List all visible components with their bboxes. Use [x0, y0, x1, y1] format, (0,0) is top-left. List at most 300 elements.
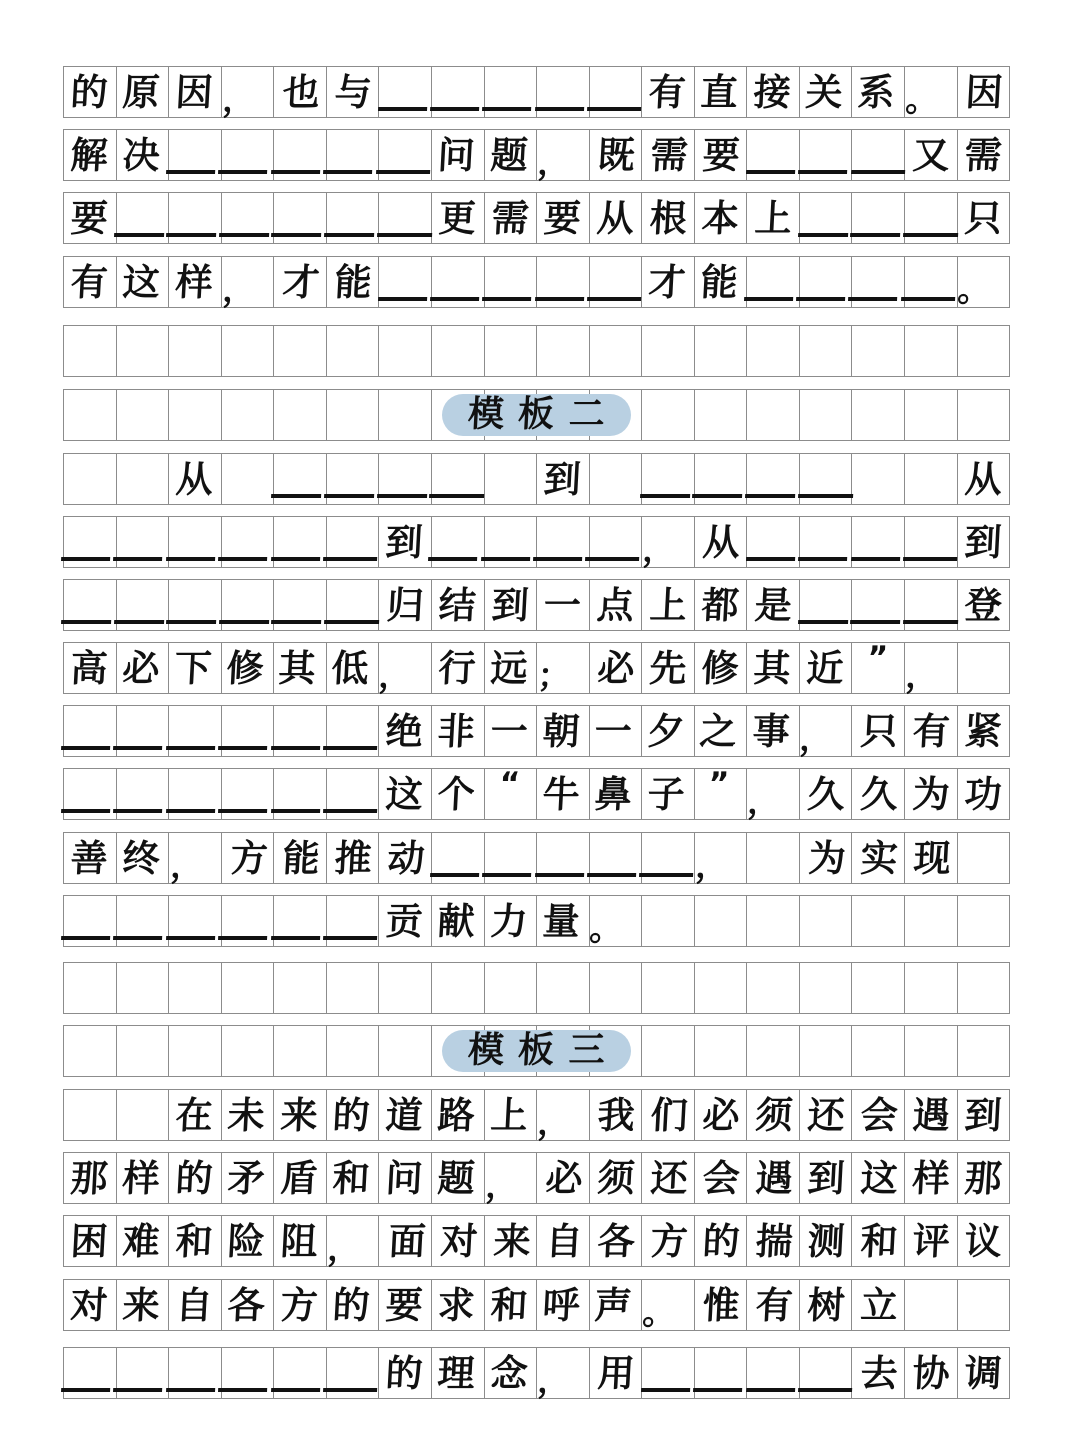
grid-cell[interactable]	[642, 1026, 695, 1076]
grid-cell[interactable]	[64, 1280, 117, 1330]
grid-cell[interactable]	[327, 326, 380, 376]
grid-cell[interactable]	[800, 1090, 853, 1140]
grid-cell[interactable]	[800, 67, 853, 117]
grid-cell[interactable]	[485, 517, 538, 567]
grid-cell[interactable]	[800, 580, 853, 630]
grid-cell[interactable]	[537, 390, 590, 440]
grid-cell[interactable]	[274, 454, 327, 504]
grid-cell[interactable]	[590, 454, 643, 504]
grid-cell[interactable]	[958, 1348, 1010, 1398]
grid-cell[interactable]	[274, 1153, 327, 1203]
grid-cell[interactable]	[852, 1216, 905, 1266]
grid-cell[interactable]	[169, 833, 222, 883]
grid-cell[interactable]	[590, 706, 643, 756]
grid-cell[interactable]	[747, 1153, 800, 1203]
grid-cell[interactable]	[590, 257, 643, 307]
grid-cell[interactable]	[800, 517, 853, 567]
grid-cell[interactable]	[64, 130, 117, 180]
grid-cell[interactable]	[169, 1348, 222, 1398]
grid-cell[interactable]	[222, 896, 275, 946]
grid-cell[interactable]	[169, 1153, 222, 1203]
grid-cell[interactable]	[274, 896, 327, 946]
grid-cell[interactable]	[274, 963, 327, 1013]
grid-cell[interactable]	[379, 67, 432, 117]
grid-cell[interactable]	[274, 1280, 327, 1330]
grid-cell[interactable]	[747, 257, 800, 307]
grid-cell[interactable]	[379, 1216, 432, 1266]
grid-cell[interactable]	[905, 1280, 958, 1330]
grid-cell[interactable]	[800, 130, 853, 180]
grid-cell[interactable]	[590, 1348, 643, 1398]
grid-cell[interactable]	[852, 706, 905, 756]
grid-cell[interactable]	[852, 517, 905, 567]
grid-cell[interactable]	[117, 454, 170, 504]
grid-cell[interactable]	[642, 963, 695, 1013]
grid-cell[interactable]	[117, 193, 170, 243]
grid-cell[interactable]	[117, 1216, 170, 1266]
grid-cell[interactable]	[379, 1026, 432, 1076]
grid-cell[interactable]	[485, 1153, 538, 1203]
grid-cell[interactable]	[274, 390, 327, 440]
grid-cell[interactable]	[642, 643, 695, 693]
grid-cell[interactable]	[222, 257, 275, 307]
grid-cell[interactable]	[379, 517, 432, 567]
grid-cell[interactable]	[274, 130, 327, 180]
grid-cell[interactable]	[222, 706, 275, 756]
grid-cell[interactable]	[169, 1026, 222, 1076]
grid-cell[interactable]	[905, 1348, 958, 1398]
grid-cell[interactable]	[432, 580, 485, 630]
grid-cell[interactable]	[222, 130, 275, 180]
grid-cell[interactable]	[590, 326, 643, 376]
grid-cell[interactable]	[169, 257, 222, 307]
grid-cell[interactable]	[64, 706, 117, 756]
grid-cell[interactable]	[958, 67, 1010, 117]
grid-cell[interactable]	[695, 769, 748, 819]
grid-cell[interactable]	[169, 1090, 222, 1140]
grid-cell[interactable]	[642, 706, 695, 756]
grid-cell[interactable]	[905, 130, 958, 180]
grid-cell[interactable]	[117, 1348, 170, 1398]
grid-cell[interactable]	[169, 896, 222, 946]
grid-cell[interactable]	[590, 896, 643, 946]
grid-cell[interactable]	[64, 67, 117, 117]
grid-cell[interactable]	[852, 326, 905, 376]
grid-cell[interactable]	[747, 454, 800, 504]
grid-cell[interactable]	[905, 257, 958, 307]
grid-cell[interactable]	[117, 1280, 170, 1330]
grid-cell[interactable]	[590, 1153, 643, 1203]
grid-cell[interactable]	[432, 130, 485, 180]
grid-cell[interactable]	[642, 257, 695, 307]
grid-cell[interactable]	[695, 517, 748, 567]
grid-cell[interactable]	[274, 643, 327, 693]
grid-cell[interactable]	[537, 454, 590, 504]
grid-cell[interactable]	[590, 1280, 643, 1330]
grid-cell[interactable]	[274, 1026, 327, 1076]
grid-cell[interactable]	[327, 193, 380, 243]
grid-cell[interactable]	[169, 326, 222, 376]
grid-cell[interactable]	[222, 326, 275, 376]
grid-cell[interactable]	[695, 454, 748, 504]
grid-cell[interactable]	[695, 1026, 748, 1076]
grid-cell[interactable]	[379, 833, 432, 883]
grid-cell[interactable]	[537, 326, 590, 376]
grid-cell[interactable]	[327, 896, 380, 946]
grid-cell[interactable]	[747, 1026, 800, 1076]
grid-cell[interactable]	[485, 580, 538, 630]
grid-cell[interactable]	[64, 1216, 117, 1266]
grid-cell[interactable]	[905, 580, 958, 630]
grid-cell[interactable]	[695, 1280, 748, 1330]
grid-cell[interactable]	[169, 454, 222, 504]
grid-cell[interactable]	[485, 130, 538, 180]
grid-cell[interactable]	[537, 193, 590, 243]
grid-cell[interactable]	[537, 769, 590, 819]
grid-cell[interactable]	[958, 1216, 1010, 1266]
grid-cell[interactable]	[432, 326, 485, 376]
grid-cell[interactable]	[379, 390, 432, 440]
grid-cell[interactable]	[274, 706, 327, 756]
grid-cell[interactable]	[327, 390, 380, 440]
grid-cell[interactable]	[800, 1026, 853, 1076]
grid-cell[interactable]	[958, 1026, 1010, 1076]
grid-cell[interactable]	[800, 326, 853, 376]
grid-cell[interactable]	[222, 454, 275, 504]
grid-cell[interactable]	[169, 1216, 222, 1266]
grid-cell[interactable]	[905, 896, 958, 946]
grid-cell[interactable]	[432, 517, 485, 567]
grid-cell[interactable]	[327, 706, 380, 756]
grid-cell[interactable]	[642, 1280, 695, 1330]
grid-cell[interactable]	[800, 454, 853, 504]
grid-cell[interactable]	[590, 1090, 643, 1140]
grid-cell[interactable]	[852, 833, 905, 883]
grid-cell[interactable]	[852, 1026, 905, 1076]
grid-cell[interactable]	[485, 833, 538, 883]
grid-cell[interactable]	[64, 1090, 117, 1140]
grid-cell[interactable]	[485, 896, 538, 946]
grid-cell[interactable]	[958, 454, 1010, 504]
grid-cell[interactable]	[958, 193, 1010, 243]
grid-cell[interactable]	[642, 454, 695, 504]
grid-cell[interactable]	[747, 1280, 800, 1330]
grid-cell[interactable]	[590, 833, 643, 883]
grid-cell[interactable]	[222, 517, 275, 567]
grid-cell[interactable]	[222, 1280, 275, 1330]
grid-cell[interactable]	[695, 706, 748, 756]
grid-cell[interactable]	[958, 833, 1010, 883]
grid-cell[interactable]	[590, 1216, 643, 1266]
grid-cell[interactable]	[117, 769, 170, 819]
grid-cell[interactable]	[590, 193, 643, 243]
grid-cell[interactable]	[958, 769, 1010, 819]
grid-cell[interactable]	[169, 963, 222, 1013]
grid-cell[interactable]	[222, 1348, 275, 1398]
grid-cell[interactable]	[274, 769, 327, 819]
grid-cell[interactable]	[64, 1026, 117, 1076]
grid-cell[interactable]	[800, 963, 853, 1013]
grid-cell[interactable]	[169, 1280, 222, 1330]
grid-cell[interactable]	[642, 67, 695, 117]
grid-cell[interactable]	[485, 193, 538, 243]
grid-cell[interactable]	[642, 1090, 695, 1140]
grid-cell[interactable]	[905, 1153, 958, 1203]
grid-cell[interactable]	[747, 833, 800, 883]
grid-cell[interactable]	[274, 1090, 327, 1140]
grid-cell[interactable]	[485, 1348, 538, 1398]
grid-cell[interactable]	[222, 833, 275, 883]
grid-cell[interactable]	[117, 643, 170, 693]
grid-cell[interactable]	[852, 580, 905, 630]
grid-cell[interactable]	[800, 833, 853, 883]
grid-cell[interactable]	[222, 390, 275, 440]
grid-cell[interactable]	[852, 1090, 905, 1140]
grid-cell[interactable]	[379, 896, 432, 946]
grid-cell[interactable]	[747, 1348, 800, 1398]
grid-cell[interactable]	[642, 193, 695, 243]
grid-cell[interactable]	[117, 517, 170, 567]
grid-cell[interactable]	[642, 1348, 695, 1398]
grid-cell[interactable]	[800, 706, 853, 756]
grid-cell[interactable]	[590, 517, 643, 567]
grid-cell[interactable]	[64, 257, 117, 307]
grid-cell[interactable]	[432, 390, 485, 440]
grid-cell[interactable]	[274, 1348, 327, 1398]
grid-cell[interactable]	[905, 517, 958, 567]
grid-cell[interactable]	[485, 1280, 538, 1330]
grid-cell[interactable]	[642, 1153, 695, 1203]
grid-cell[interactable]	[537, 963, 590, 1013]
grid-cell[interactable]	[537, 1153, 590, 1203]
grid-cell[interactable]	[747, 706, 800, 756]
grid-cell[interactable]	[537, 1090, 590, 1140]
grid-cell[interactable]	[117, 67, 170, 117]
grid-cell[interactable]	[695, 1153, 748, 1203]
grid-cell[interactable]	[642, 390, 695, 440]
grid-cell[interactable]	[747, 67, 800, 117]
grid-cell[interactable]	[485, 326, 538, 376]
grid-cell[interactable]	[590, 390, 643, 440]
grid-cell[interactable]	[537, 833, 590, 883]
grid-cell[interactable]	[747, 193, 800, 243]
grid-cell[interactable]	[327, 1153, 380, 1203]
grid-cell[interactable]	[958, 130, 1010, 180]
grid-cell[interactable]	[958, 326, 1010, 376]
grid-cell[interactable]	[695, 643, 748, 693]
grid-cell[interactable]	[117, 1090, 170, 1140]
grid-cell[interactable]	[852, 257, 905, 307]
grid-cell[interactable]	[379, 1348, 432, 1398]
grid-cell[interactable]	[642, 769, 695, 819]
grid-cell[interactable]	[485, 1090, 538, 1140]
grid-cell[interactable]	[274, 67, 327, 117]
grid-cell[interactable]	[695, 390, 748, 440]
grid-cell[interactable]	[695, 580, 748, 630]
grid-cell[interactable]	[432, 1348, 485, 1398]
grid-cell[interactable]	[747, 517, 800, 567]
grid-cell[interactable]	[485, 1216, 538, 1266]
grid-cell[interactable]	[432, 1280, 485, 1330]
grid-cell[interactable]	[222, 1216, 275, 1266]
grid-cell[interactable]	[169, 130, 222, 180]
grid-cell[interactable]	[169, 517, 222, 567]
grid-cell[interactable]	[852, 130, 905, 180]
grid-cell[interactable]	[117, 326, 170, 376]
grid-cell[interactable]	[958, 643, 1010, 693]
grid-cell[interactable]	[64, 896, 117, 946]
grid-cell[interactable]	[485, 454, 538, 504]
grid-cell[interactable]	[852, 643, 905, 693]
grid-cell[interactable]	[379, 454, 432, 504]
grid-cell[interactable]	[537, 1280, 590, 1330]
grid-cell[interactable]	[695, 1090, 748, 1140]
grid-cell[interactable]	[432, 769, 485, 819]
grid-cell[interactable]	[222, 1090, 275, 1140]
grid-cell[interactable]	[747, 390, 800, 440]
grid-cell[interactable]	[905, 1026, 958, 1076]
grid-cell[interactable]	[379, 580, 432, 630]
grid-cell[interactable]	[800, 769, 853, 819]
grid-cell[interactable]	[64, 1153, 117, 1203]
grid-cell[interactable]	[117, 390, 170, 440]
grid-cell[interactable]	[379, 643, 432, 693]
grid-cell[interactable]	[222, 193, 275, 243]
grid-cell[interactable]	[852, 1280, 905, 1330]
grid-cell[interactable]	[485, 1026, 538, 1076]
grid-cell[interactable]	[800, 390, 853, 440]
grid-cell[interactable]	[747, 130, 800, 180]
grid-cell[interactable]	[852, 963, 905, 1013]
grid-cell[interactable]	[590, 769, 643, 819]
grid-cell[interactable]	[695, 1216, 748, 1266]
grid-cell[interactable]	[222, 643, 275, 693]
grid-cell[interactable]	[274, 257, 327, 307]
grid-cell[interactable]	[642, 896, 695, 946]
grid-cell[interactable]	[64, 193, 117, 243]
grid-cell[interactable]	[222, 580, 275, 630]
grid-cell[interactable]	[485, 67, 538, 117]
grid-cell[interactable]	[590, 130, 643, 180]
grid-cell[interactable]	[642, 130, 695, 180]
grid-cell[interactable]	[537, 1348, 590, 1398]
grid-cell[interactable]	[852, 454, 905, 504]
grid-cell[interactable]	[432, 1090, 485, 1140]
grid-cell[interactable]	[327, 963, 380, 1013]
grid-cell[interactable]	[642, 326, 695, 376]
grid-cell[interactable]	[747, 580, 800, 630]
grid-cell[interactable]	[590, 963, 643, 1013]
grid-cell[interactable]	[432, 1153, 485, 1203]
grid-cell[interactable]	[800, 643, 853, 693]
grid-cell[interactable]	[852, 67, 905, 117]
grid-cell[interactable]	[747, 963, 800, 1013]
grid-cell[interactable]	[274, 580, 327, 630]
grid-cell[interactable]	[537, 1216, 590, 1266]
grid-cell[interactable]	[274, 833, 327, 883]
grid-cell[interactable]	[274, 193, 327, 243]
grid-cell[interactable]	[695, 193, 748, 243]
grid-cell[interactable]	[64, 517, 117, 567]
grid-cell[interactable]	[117, 1153, 170, 1203]
grid-cell[interactable]	[905, 706, 958, 756]
grid-cell[interactable]	[852, 769, 905, 819]
grid-cell[interactable]	[695, 896, 748, 946]
grid-cell[interactable]	[117, 833, 170, 883]
grid-cell[interactable]	[642, 580, 695, 630]
grid-cell[interactable]	[379, 963, 432, 1013]
grid-cell[interactable]	[327, 67, 380, 117]
grid-cell[interactable]	[695, 326, 748, 376]
grid-cell[interactable]	[379, 706, 432, 756]
grid-cell[interactable]	[222, 67, 275, 117]
grid-cell[interactable]	[117, 257, 170, 307]
grid-cell[interactable]	[64, 326, 117, 376]
grid-cell[interactable]	[327, 580, 380, 630]
grid-cell[interactable]	[537, 257, 590, 307]
grid-cell[interactable]	[222, 1026, 275, 1076]
grid-cell[interactable]	[537, 706, 590, 756]
grid-cell[interactable]	[222, 769, 275, 819]
grid-cell[interactable]	[800, 1153, 853, 1203]
grid-cell[interactable]	[327, 833, 380, 883]
grid-cell[interactable]	[379, 257, 432, 307]
grid-cell[interactable]	[905, 833, 958, 883]
grid-cell[interactable]	[379, 1090, 432, 1140]
grid-cell[interactable]	[958, 517, 1010, 567]
grid-cell[interactable]	[327, 1026, 380, 1076]
grid-cell[interactable]	[537, 643, 590, 693]
grid-cell[interactable]	[327, 1280, 380, 1330]
grid-cell[interactable]	[958, 390, 1010, 440]
grid-cell[interactable]	[958, 896, 1010, 946]
grid-cell[interactable]	[169, 390, 222, 440]
grid-cell[interactable]	[274, 517, 327, 567]
grid-cell[interactable]	[64, 963, 117, 1013]
grid-cell[interactable]	[537, 517, 590, 567]
grid-cell[interactable]	[905, 1090, 958, 1140]
grid-cell[interactable]	[327, 1348, 380, 1398]
grid-cell[interactable]	[852, 896, 905, 946]
grid-cell[interactable]	[485, 390, 538, 440]
grid-cell[interactable]	[169, 193, 222, 243]
grid-cell[interactable]	[800, 1348, 853, 1398]
grid-cell[interactable]	[800, 257, 853, 307]
grid-cell[interactable]	[64, 833, 117, 883]
grid-cell[interactable]	[432, 896, 485, 946]
grid-cell[interactable]	[327, 517, 380, 567]
grid-cell[interactable]	[432, 193, 485, 243]
grid-cell[interactable]	[958, 1090, 1010, 1140]
grid-cell[interactable]	[958, 1153, 1010, 1203]
grid-cell[interactable]	[747, 326, 800, 376]
grid-cell[interactable]	[852, 390, 905, 440]
grid-cell[interactable]	[64, 580, 117, 630]
grid-cell[interactable]	[695, 833, 748, 883]
grid-cell[interactable]	[958, 706, 1010, 756]
grid-cell[interactable]	[590, 1026, 643, 1076]
grid-cell[interactable]	[537, 1026, 590, 1076]
grid-cell[interactable]	[117, 130, 170, 180]
grid-cell[interactable]	[537, 896, 590, 946]
grid-cell[interactable]	[800, 1216, 853, 1266]
grid-cell[interactable]	[64, 390, 117, 440]
grid-cell[interactable]	[537, 67, 590, 117]
grid-cell[interactable]	[905, 193, 958, 243]
grid-cell[interactable]	[64, 769, 117, 819]
grid-cell[interactable]	[432, 454, 485, 504]
grid-cell[interactable]	[379, 193, 432, 243]
